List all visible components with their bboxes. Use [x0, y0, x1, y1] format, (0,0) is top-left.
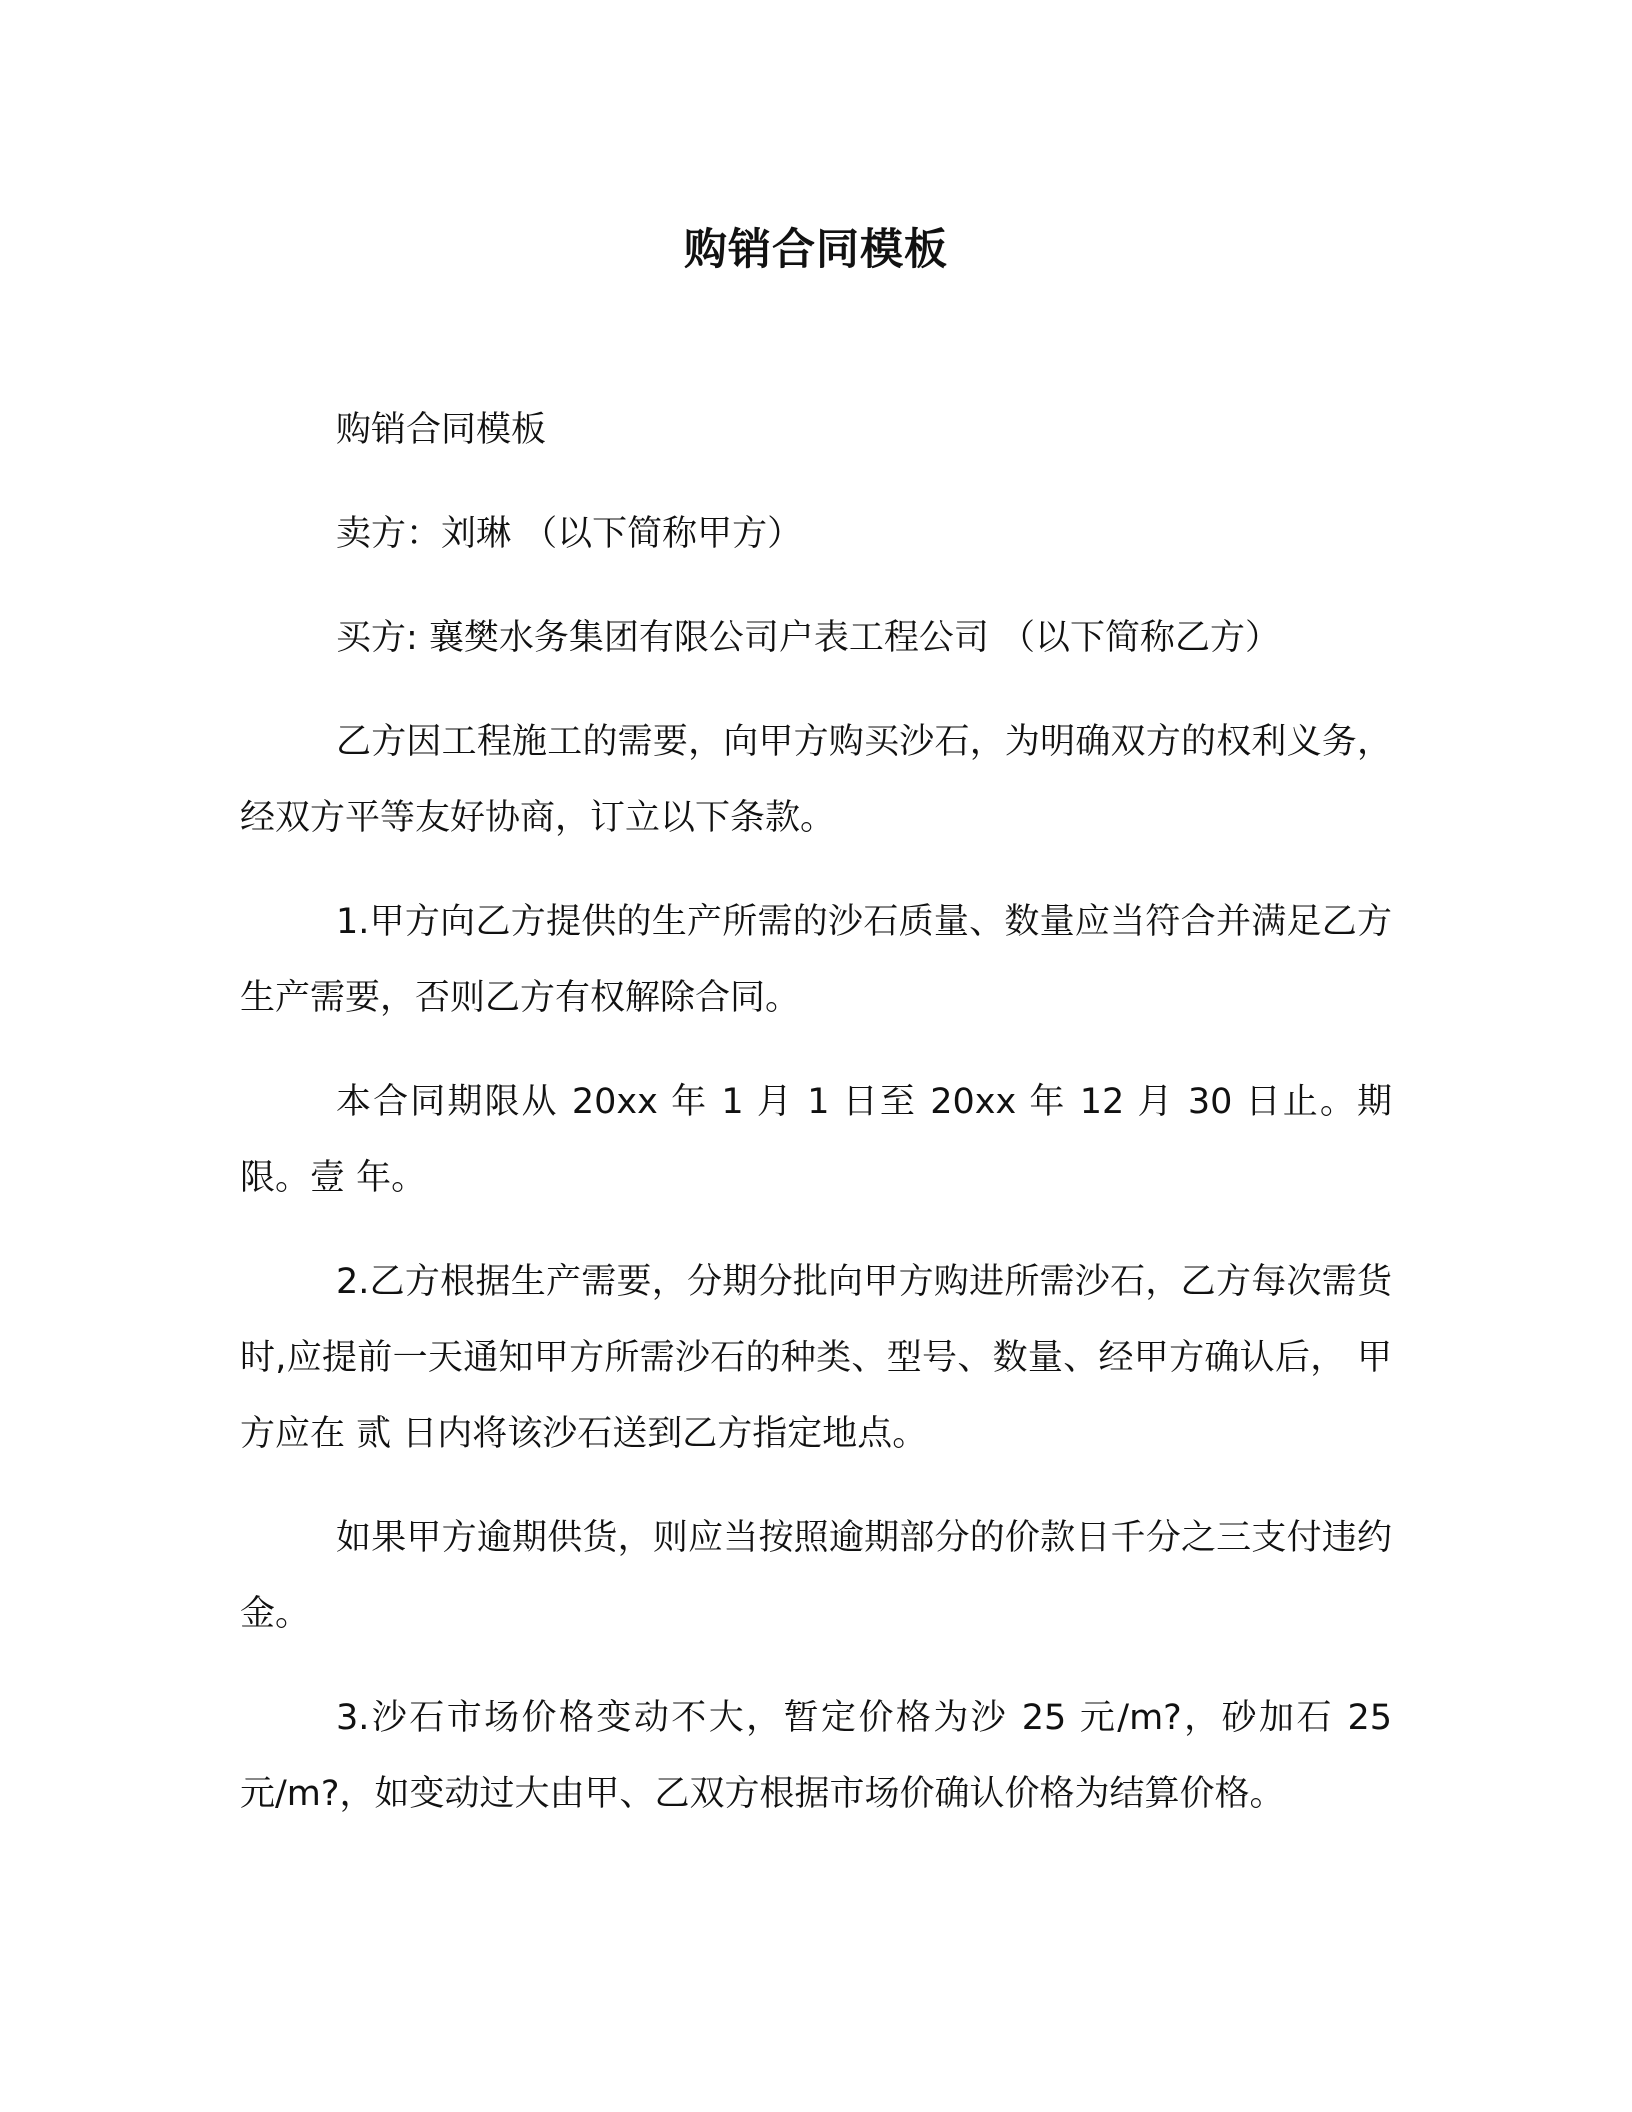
paragraph-clause-2: 2.乙方根据生产需要，分期分批向甲方购进所需沙石，乙方每次需货时,应提前一天通知甲方所需沙石的种类、型号、数量、经甲方确认后， 甲方应在 贰 日内将该沙石送到乙方指定地点。	[240, 1262, 1392, 1454]
document-title: 购销合同模板	[684, 225, 948, 275]
paragraph-clause-1: 1.甲方向乙方提供的生产所需的沙石质量、数量应当符合并满足乙方生产需要，否则乙方有权解除合同。	[240, 902, 1392, 1018]
paragraph-subtitle: 购销合同模板	[336, 410, 547, 450]
paragraph-penalty: 如果甲方逾期供货，则应当按照逾期部分的价款日千分之三支付违约金。	[240, 1518, 1392, 1634]
paragraph-buyer: 买方: 襄樊水务集团有限公司户表工程公司 （以下简称乙方）	[336, 618, 1281, 658]
document-body	[240, 392, 1392, 1860]
paragraph-preamble: 乙方因工程施工的需要，向甲方购买沙石，为明确双方的权利义务，经双方平等友好协商，订立以下条款。	[240, 722, 1392, 838]
paragraph-term: 本合同期限从 20xx 年 1 月 1 日至 20xx 年 12 月 30 日止。期限。壹 年。	[240, 1082, 1392, 1198]
paragraph-seller: 卖方：刘琳 （以下简称甲方）	[336, 514, 803, 554]
paragraph-clause-3: 3.沙石市场价格变动不大，暂定价格为沙 25 元/m?，砂加石 25 元/m?，如变动过大由甲、乙双方根据市场价确认价格为结算价格。	[240, 1698, 1392, 1814]
